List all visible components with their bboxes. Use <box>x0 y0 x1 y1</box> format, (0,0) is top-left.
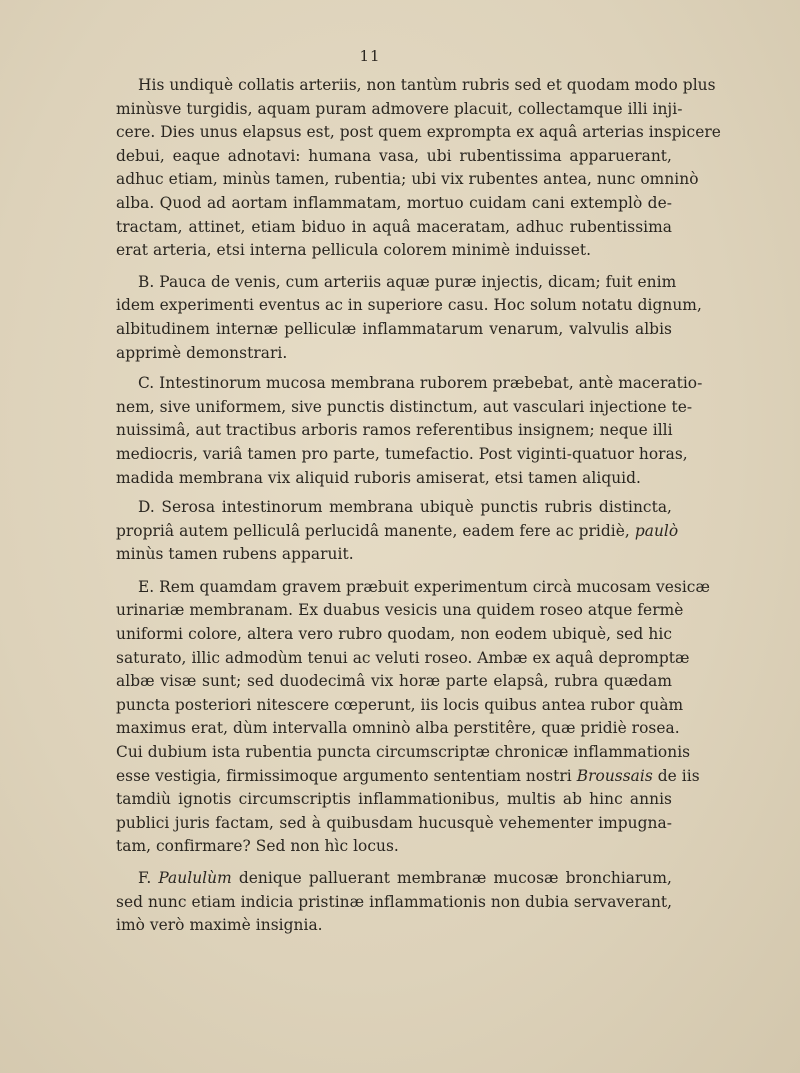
text-line: tam, confirmare? Sed non hìc locus. <box>116 837 399 856</box>
text-line: nuissimâ, aut tractibus arboris ramos referentibus insignem; neque illi <box>116 421 673 440</box>
text-line: alba. Quod ad aortam inflammatam, mortuo cuidam cani extemplò de- <box>116 193 672 212</box>
text-line: tamdiù ignotis circumscriptis inflammationibus, multis ab hinc annis <box>116 790 672 809</box>
paragraph-f <box>116 867 672 938</box>
text-line: maximus erat, dùm intervalla omninò alba perstitêre, quæ pridiè rosea. <box>116 719 680 738</box>
text-line: His undiquè collatis arteriis, non tantùm rubris sed et quodam modo plus <box>138 76 716 94</box>
text-line: idem experimenti eventus ac in superiore casu. Hoc solum notatu dignum, <box>116 296 702 315</box>
text-segment: denique palluerant membranæ mucosæ bronchiarum, <box>238 869 672 887</box>
text-line: adhuc etiam, minùs tamen, rubentia; ubi vix rubentes antea, nunc omninò <box>116 170 699 189</box>
text-line: minùs tamen rubens apparuit. <box>116 545 354 564</box>
italic-word: Paululùm <box>158 869 232 887</box>
paragraph-e <box>116 576 710 859</box>
text-line <box>116 867 672 891</box>
text-line: uniformi colore, altera vero rubro quodam, non eodem ubiquè, sed hic <box>116 625 672 644</box>
italic-word: paulò <box>634 521 679 540</box>
text-line: mediocris, variâ tamen pro parte, tumefactio. Post viginti-quatuor horas, <box>116 444 688 463</box>
text-line: debui, eaque adnotavi: humana vasa, ubi rubentissima apparuerant, <box>116 146 672 165</box>
text-line: minùsve turgidis, aquam puram admovere placuit, collectamque illi inji- <box>116 99 683 118</box>
text-segment: F. <box>138 869 152 887</box>
text-line <box>116 765 700 789</box>
text-line: madida membrana vix aliquid ruboris amiserat, etsi tamen aliquid. <box>116 468 641 487</box>
text-segment: propriâ autem pelliculâ perlucidâ manente, eadem fere ac pridiè, <box>116 521 630 540</box>
page-number: 11 <box>359 47 381 65</box>
paragraph-d <box>116 496 679 567</box>
text-line: apprimè demonstrari. <box>116 343 288 362</box>
text-line <box>116 520 679 544</box>
text-line: sed nunc etiam indicia pristinæ inflammationis non dubia servaverant, <box>116 892 673 911</box>
text-line: saturato, illic admodùm tenui ac veluti roseo. Ambæ ex aquâ depromptæ <box>116 648 690 667</box>
text-line: nem, sive uniformem, sive punctis distinctum, aut vasculari injectione te- <box>116 397 693 416</box>
text-line: imò verò maximè insignia. <box>116 916 323 935</box>
text-line: urinariæ membranam. Ex duabus vesicis una quidem roseo atque fermè <box>116 601 684 620</box>
text-segment: de iis <box>657 766 700 785</box>
text-line: E. Rem quamdam gravem præbuit experimentum circà mucosam vesicæ <box>138 577 710 596</box>
body-text <box>116 74 721 938</box>
text-segment: esse vestigia, firmissimoque argumento sententiam nostri <box>116 766 572 785</box>
text-line: publici juris factam, sed à quibusdam hucusquè vehementer impugna- <box>116 813 672 832</box>
paragraph-1 <box>116 74 721 263</box>
text-line: D. Serosa intestinorum membrana ubiquè punctis rubris distincta, <box>138 498 672 517</box>
text-line: cere. Dies unus elapsus est, post quem exprompta ex aquâ arterias inspicere <box>116 123 721 142</box>
text-line: albæ visæ sunt; sed duodecimâ vix horæ parte elapsâ, rubra quædam <box>116 672 672 691</box>
text-line: albitudinem internæ pelliculæ inflammatarum venarum, valvulis albis <box>116 319 672 338</box>
text-line: tractam, attinet, etiam biduo in aquâ maceratam, adhuc rubentissima <box>116 217 672 236</box>
text-line: erat arteria, etsi interna pellicula colorem minimè induisset. <box>116 241 592 260</box>
paragraph-c <box>116 372 703 490</box>
text-line: C. Intestinorum mucosa membrana ruborem præbebat, antè maceratio- <box>138 374 703 393</box>
italic-name: Broussais <box>576 766 653 785</box>
paragraph-b <box>116 271 702 365</box>
text-line: Cui dubium ista rubentia puncta circumscriptæ chronicæ inflammationis <box>116 743 691 762</box>
text-line: puncta posteriori nitescere cœperunt, iis locis quibus antea rubor quàm <box>116 695 684 714</box>
text-line: B. Pauca de venis, cum arteriis aquæ puræ injectis, dicam; fuit enim <box>138 272 677 291</box>
